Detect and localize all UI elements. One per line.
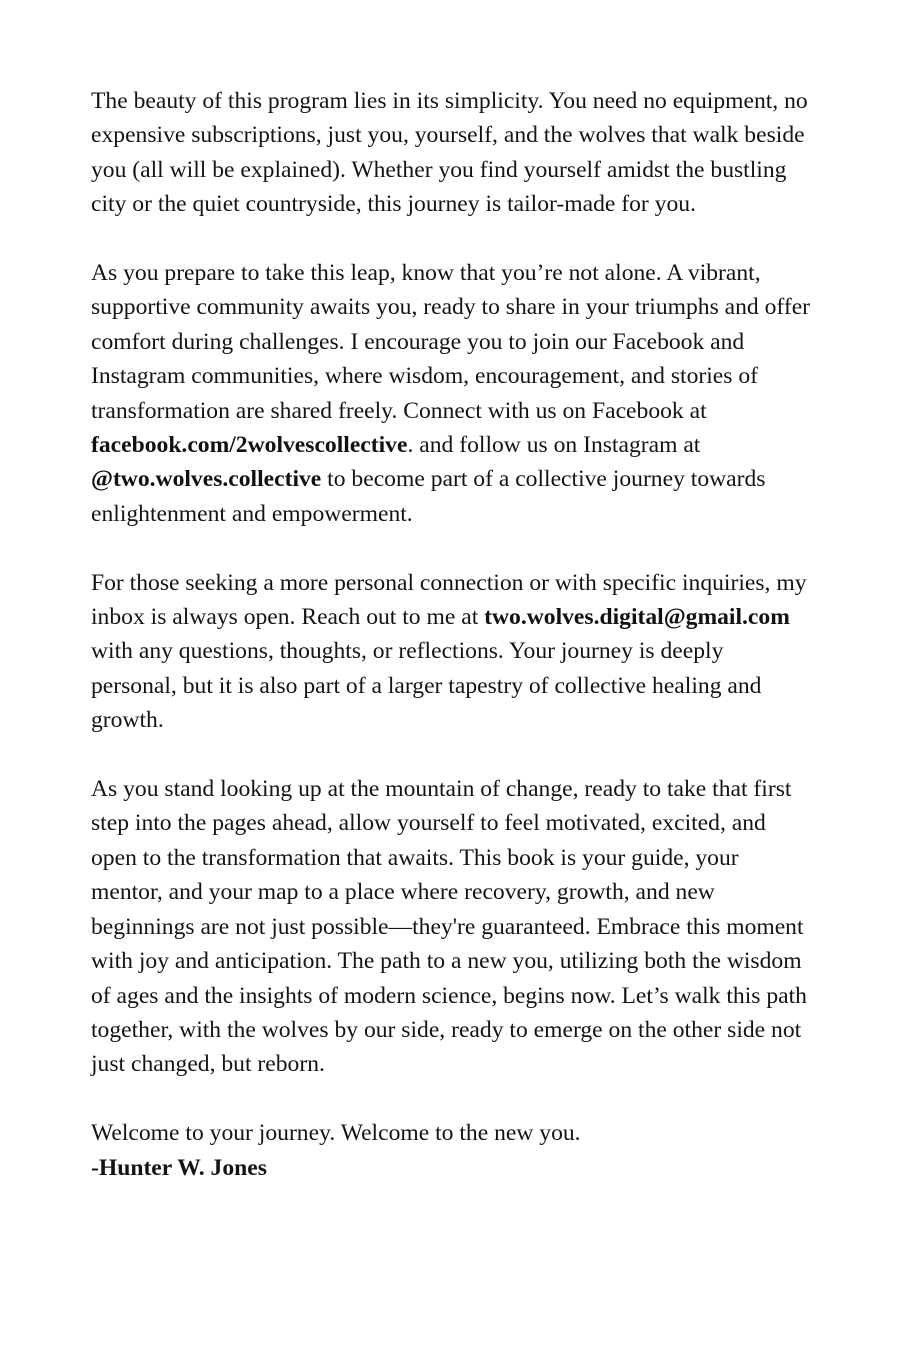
paragraph-text: . and follow us on Instagram at: [407, 432, 701, 459]
author-signature: -Hunter W. Jones: [91, 1154, 267, 1181]
paragraph-text: to become part of a collective journey towards enlightenment and empowerment.: [91, 466, 766, 527]
paragraph-contact: [91, 566, 815, 738]
paragraph-text: As you prepare to take this leap, know that you’re not alone. A vibrant, supportive community awaits you, ready to share in your triumphs and offer comfort during challenges. I encourage you to join our Facebook and Instagram communities, where wisdom, encouragement, and stories of transformation are shared freely. Connect with us on Facebook at: [91, 260, 811, 424]
instagram-handle: @two.wolves.collective: [91, 466, 322, 493]
document-page: [91, 84, 815, 1185]
paragraph-text: For those seeking a more personal connection or with specific inquiries, my inbox is always open. Reach out to me at: [91, 569, 807, 631]
closing-block: [91, 1116, 815, 1185]
paragraph-mountain: As you stand looking up at the mountain of change, ready to take that first step into the pages ahead, allow yourself to feel motivated, excited, and open to the transformation that awaits. This book is your guide, your mentor, and your map to a place where recovery, growth, and new beginnings are not just possible—they're guaranteed. Embrace this moment with joy and anticipation. The path to a new you, utilizing both the wisdom of ages and the insights of modern science, begins now. Let’s walk this path together, with the wolves by our side, ready to emerge on the other side not just changed, but reborn.: [91, 776, 807, 1078]
closing-line: Welcome to your journey. Welcome to the new you.: [91, 1120, 581, 1147]
paragraph-simplicity: The beauty of this program lies in its simplicity. You need no equipment, no expensive subscriptions, just you, yourself, and the wolves that walk beside you (all will be explained). Whether you find yourself amidst the bustling city or the quiet countryside, this journey is tailor-made for you.: [91, 88, 808, 218]
paragraph-text: with any questions, thoughts, or reflections. Your journey is deeply personal, but it is also part of a larger tapestry of collective healing and growth.: [91, 638, 762, 734]
paragraph-community: [91, 256, 815, 531]
contact-email: two.wolves.digital@gmail.com: [484, 604, 790, 631]
facebook-link: facebook.com/2wolvescollective: [91, 432, 408, 459]
